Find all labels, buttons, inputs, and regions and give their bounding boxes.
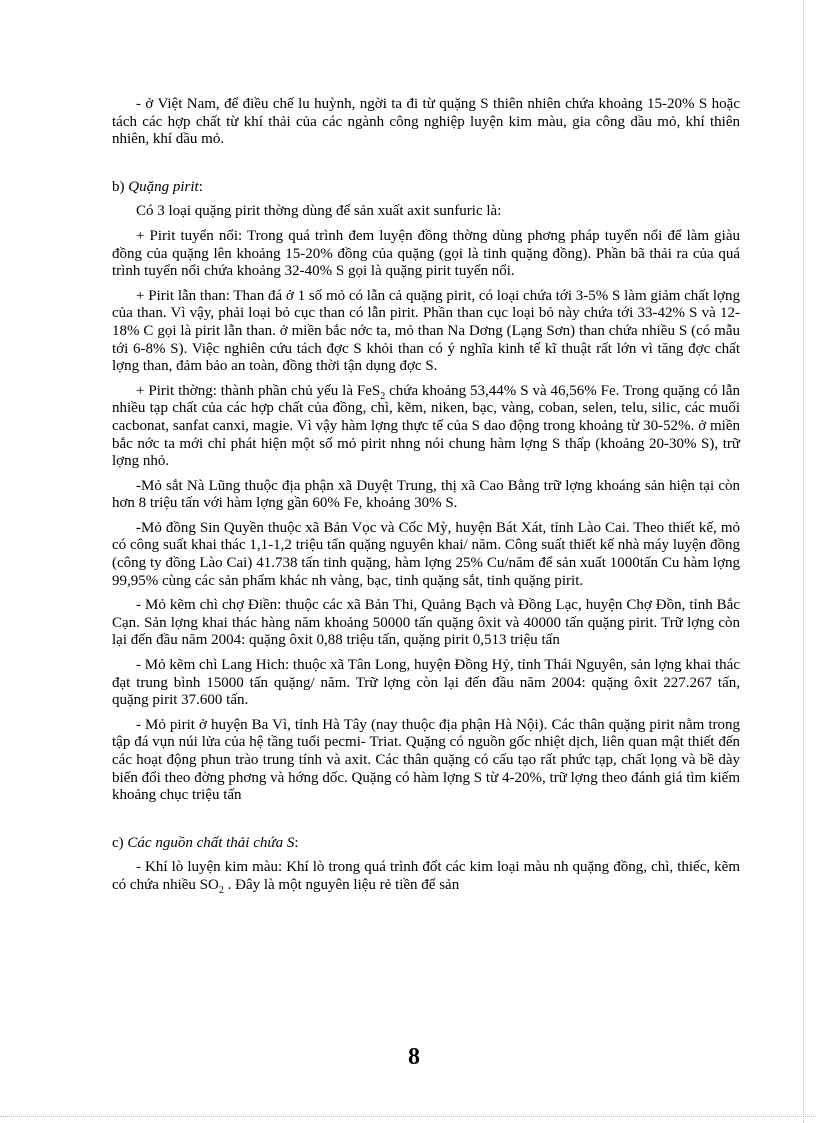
fes2-subscript: 2 (380, 390, 386, 402)
page-edge-bottom-divider (0, 1116, 816, 1117)
paragraph-pirit-lan-than: + Pirit lẫn than: Than đá ở 1 số mỏ có lẫn cả quặng pirit, có loại chứa tới 3-5% S làm giảm chất lợng của than. Vì vậy, phải loại bỏ cục than có lẫn pirit. Phần than cục loại bỏ này chứa tới 33-42% S và 12-18% C gọi là pirit lẫn than. ở miền bắc nớc ta, mỏ than Na Dơng (Lạng Sơn) than chứa nhiều S (có mẫu tới 6-8% S). Việc nghiên cứu tách đợc S khỏi than có ý nghĩa kinh tế kĩ thuật rất lớn vì tăng đợc chất lợng than, đảm bảo an toàn, đồng thời tận dụng đợc S. (112, 287, 740, 375)
section-heading-b (112, 179, 740, 197)
khi-lo-text-start: - Khí lò luyện kim màu: Khí lò trong quá trình đốt các kim loại màu nh quặng đồng, chì, thiếc, kẽm có chứa nhiều SO (112, 859, 740, 893)
page-edge-right-divider (803, 0, 804, 1123)
paragraph-vietnam-sulfur: - ở Việt Nam, để điều chế lu huỳnh, ngời ta đi từ quặng S thiên nhiên chứa khoảng 15-20% S hoặc tách các hợp chất từ khí thải của các ngành công nghiệp luyện kim màu, gia công dầu mỏ, khí thiên nhiên, khí dầu mỏ. (112, 96, 740, 148)
paragraph-mo-kem-cho-dien: - Mỏ kẽm chì chợ Điền: thuộc các xã Bản Thi, Quảng Bạch và Đồng Lạc, huyện Chợ Đồn, tỉnh Bắc Cạn. Sản lợng khai thác hàng năm khoảng 50000 tấn quặng ôxit và 40000 tấn quặng pirit. Trữ lợng còn lại đến đầu năm 2004: quặng ôxit 0,88 triệu tấn, quặng pirit 0,513 triệu tấn (112, 597, 740, 649)
section-b-prefix: b) (112, 178, 129, 195)
paragraph-mo-pirit-ba-vi: - Mỏ pirit ở huyện Ba Vì, tỉnh Hà Tây (nay thuộc địa phận Hà Nội). Các thân quặng pirit nằm trong tập đá vụn núi lửa của hệ tầng tuổi pecmi- Triat. Quặng có nguồn gốc nhiệt dịch, liên quan mật thiết đến các hoạt động phun trào trung tính và axit. Các thân quặng có cấu tạo rất phức tạp, chất lọng và bề dày biến đổi theo đờng phơng và hớng dốc. Quặng có hàm lợng S từ 4-20%, trữ lợng theo đánh giá tìm kiếm khoảng chục triệu tấn (112, 716, 740, 804)
page-content (112, 96, 740, 895)
paragraph-mo-kem-lang-hich: - Mỏ kẽm chì Lang Hich: thuộc xã Tân Long, huyện Đồng Hỷ, tỉnh Thái Nguyên, sản lợng khai thác đạt trung bình 15000 tấn quặng/ năm. Trữ lợng còn lại đến đầu năm 2004: quặng ôxit 227.267 tấn, quặng pirit 37.600 tấn. (112, 657, 740, 709)
section-b-suffix: : (198, 178, 203, 195)
section-c-label: Các nguồn chất thải chứa S (127, 834, 295, 851)
section-c-suffix: : (294, 834, 299, 851)
section-heading-c (112, 835, 740, 853)
section-b-label: Quặng pirit (128, 178, 199, 195)
khi-lo-text-end: . Đây là một nguyên liệu rẻ tiền để sản (223, 876, 460, 893)
paragraph-khi-lo-luyen-kim (112, 859, 740, 894)
paragraph-pirit-intro: Có 3 loại quặng pirit thờng dùng để sản xuất axit sunfuric là: (136, 203, 502, 220)
paragraph-mo-sat-na-lung: -Mỏ sắt Nà Lũng thuộc địa phận xã Duyệt Trung, thị xã Cao Bằng trữ lợng khoáng sản hiện tại còn hơn 8 triệu tấn với hàm lợng gần 60% Fe, khoảng 30% S. (112, 477, 740, 512)
paragraph-pirit-thuong (112, 383, 740, 471)
pirit-thuong-text-start: + Pirit thờng: thành phần chủ yếu là FeS (136, 382, 381, 399)
so2-subscript: 2 (218, 884, 224, 896)
page-number: 8 (408, 1044, 420, 1070)
pirit-thuong-text-end: chứa khoảng 53,44% S và 46,56% Fe. Trong quặng có lẫn nhiều tạp chất của các hợp chất của đồng, chì, kẽm, niken, bạc, vàng, coban, selen, telu, silic, các muối cacbonat, sanfat canxi, magie. Vì vậy hàm lợng thực tế của S dao động trong khoảng từ 30-52%. ở miền bắc nớc ta mới chỉ phát hiện một số mỏ pirit nhng nói chung hàm lợng S thấp (khoảng 20-30% S), trữ lợng nhỏ. (112, 382, 740, 470)
paragraph-mo-dong-sin-quyen: -Mỏ đồng Sin Quyền thuộc xã Bản Vọc và Cốc Mỳ, huyện Bát Xát, tỉnh Lào Cai. Theo thiết kế, mỏ có công suất khai thác 1,1-1,2 triệu tấn quặng nguyên khai/ năm. Công suất thiết kế nhà máy luyện đồng (công ty đồng Lào Cai) 41.738 tấn tinh quặng, hàm lợng 25% Cu/năm để sản xuất 1000tấn Cu hàm lợng 99,95% cùng các sản phẩm khác nh vàng, bạc, tinh quặng sắt, tinh quặng pirit. (112, 519, 740, 589)
section-c-prefix: c) (112, 834, 128, 851)
paragraph-pirit-tuyen-noi: + Pirit tuyển nổi: Trong quá trình đem luyện đồng thờng dùng phơng pháp tuyển nổi để làm giàu đồng của quặng lên khoảng 15-20% đồng của quặng (gọi là tinh quặng đồng). Phần bã thải ra của quá trình tuyển nổi chứa khoảng 32-40% S gọi là quặng pirit tuyển nổi. (112, 227, 740, 280)
